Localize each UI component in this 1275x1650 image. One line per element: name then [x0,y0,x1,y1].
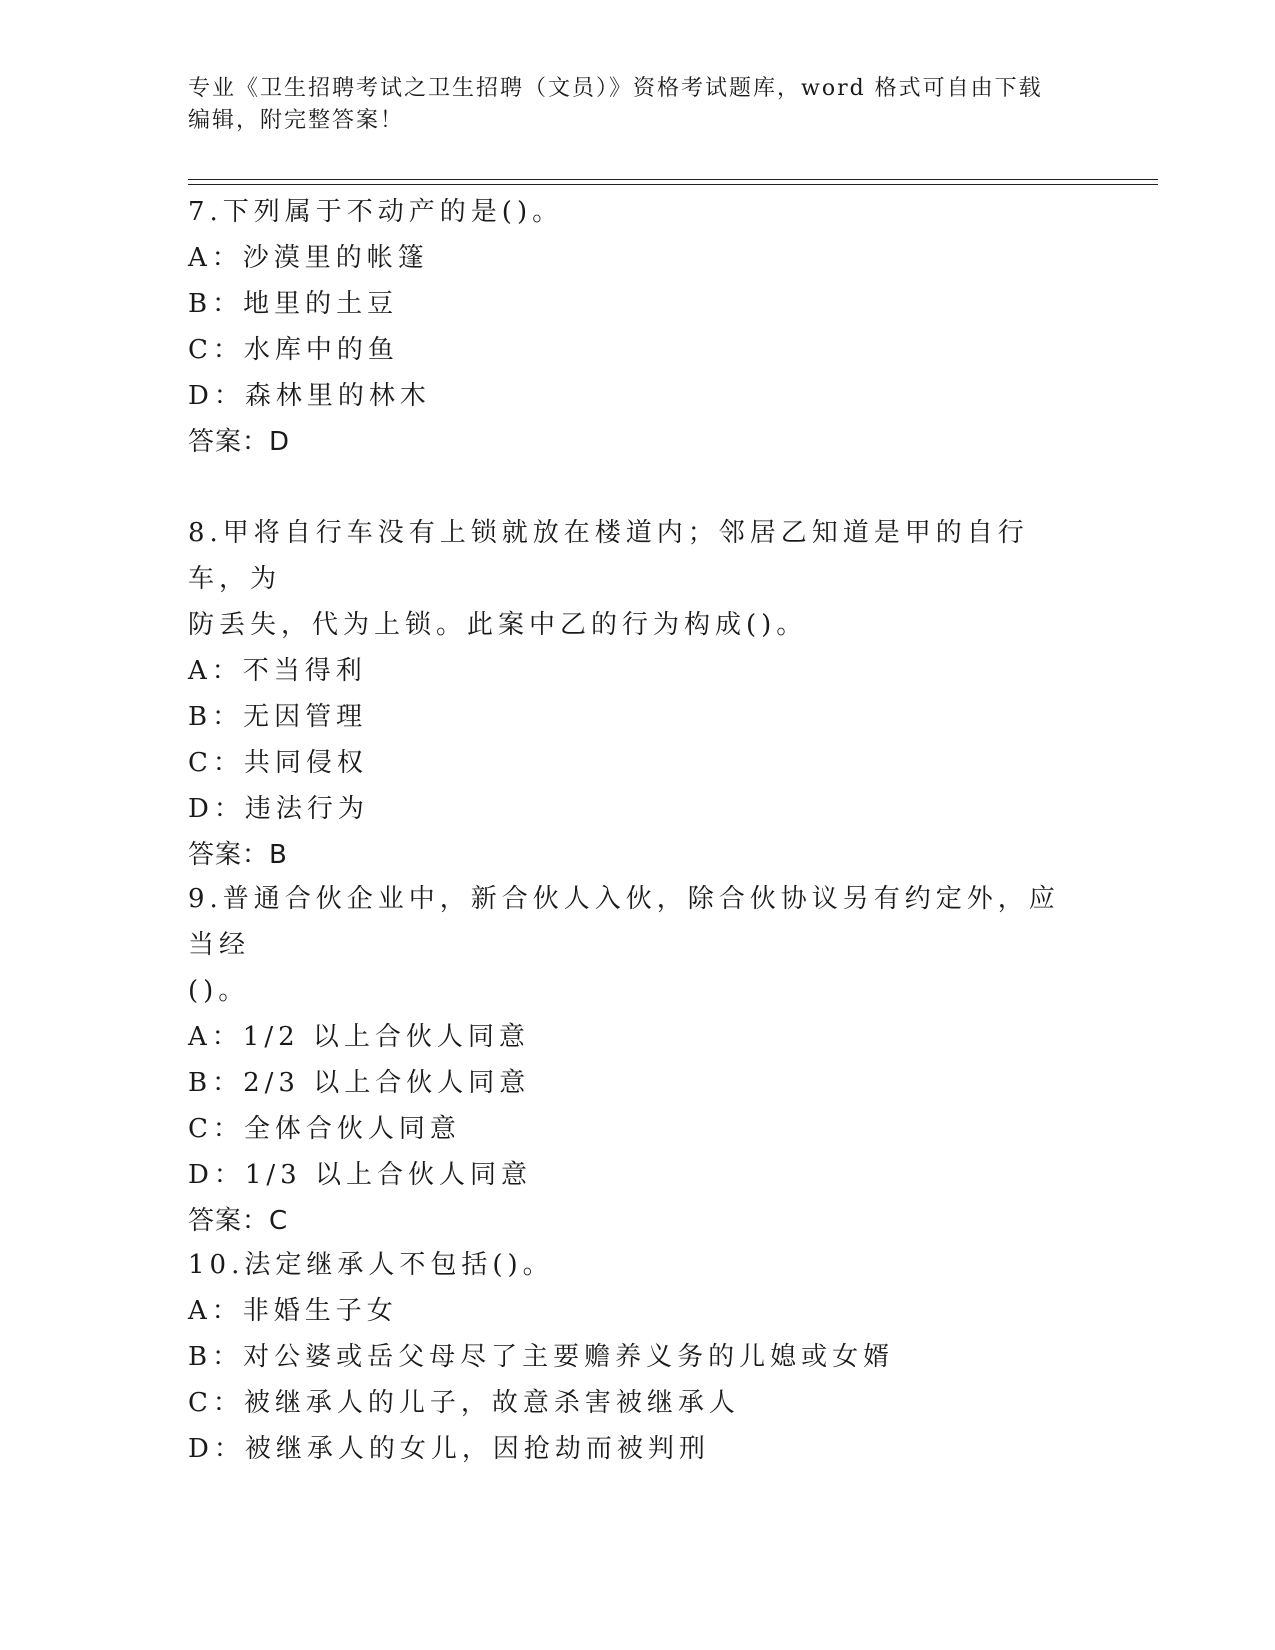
option-b: B：对公婆或岳父母尽了主要赡养义务的儿媳或女婿 [188,1342,895,1372]
question-9 [188,876,1068,1244]
question-10 [188,1242,1068,1472]
option-a: A：1/2 以上合伙人同意 [188,1022,530,1052]
question-stem: 10.法定继承人不包括()。 [188,1250,554,1280]
option-c: C：水库中的鱼 [188,335,399,365]
question-stem: 7.下列属于不动产的是()。 [188,197,564,227]
option-d: D：违法行为 [188,794,369,824]
question-7 [188,189,1068,465]
question-stem: 8.甲将自行车没有上锁就放在楼道内；邻居乙知道是甲的自行车，为 [188,518,1029,594]
answer: 答案：C [188,1206,289,1236]
option-a: A：沙漠里的帐篷 [188,243,429,273]
question-stem-continued: ()。 [188,976,250,1006]
option-d: D：被继承人的女儿，因抢劫而被判刑 [188,1434,710,1464]
option-a: A：非婚生子女 [188,1296,398,1326]
answer: 答案：B [188,840,288,870]
question-8 [188,510,1068,878]
option-b: B：2/3 以上合伙人同意 [188,1068,531,1098]
option-c: C：被继承人的儿子，故意杀害被继承人 [188,1388,740,1418]
option-d: D：森林里的林木 [188,381,431,411]
document-header [188,73,1068,137]
option-a: A：不当得利 [188,656,367,686]
header-divider-top [188,179,1158,180]
question-stem: 9.普通合伙企业中，新合伙人入伙，除合伙协议另有约定外，应当经 [188,884,1060,960]
option-b: B：地里的土豆 [188,289,399,319]
option-d: D：1/3 以上合伙人同意 [188,1160,532,1190]
header-line-2: 编辑，附完整答案！ [188,108,405,133]
answer: 答案：D [188,427,291,457]
header-line-1: 专业《卫生招聘考试之卫生招聘（文员）》资格考试题库，word 格式可自由下载 [188,76,1043,101]
option-c: C：共同侵权 [188,748,368,778]
question-stem-continued: 防丢失，代为上锁。此案中乙的行为构成()。 [188,610,808,640]
option-b: B：无因管理 [188,702,368,732]
option-c: C：全体合伙人同意 [188,1114,461,1144]
header-divider-bottom [188,184,1158,185]
